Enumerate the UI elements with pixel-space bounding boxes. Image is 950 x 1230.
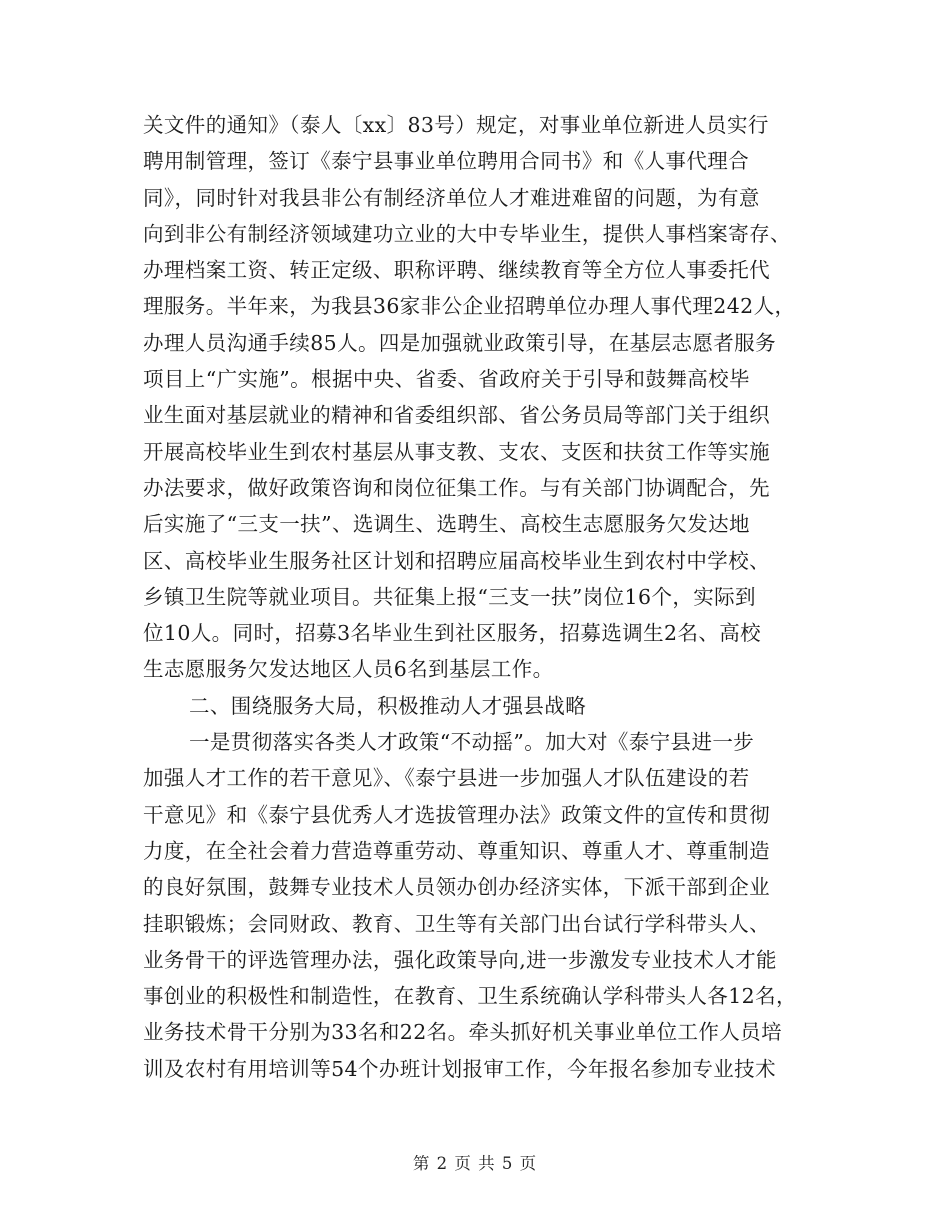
text-line: 加强人才工作的若干意见》、《泰宁县进一步加强人才队伍建设的若 xyxy=(143,766,750,791)
text-line: 训及农村有用培训等54个办班计划报审工作，今年报名参加专业技术 xyxy=(143,1056,776,1081)
paragraph-first-line: 一是贯彻落实各类人才政策“不动摇”。加大对《泰宁县进一步 xyxy=(189,730,755,755)
text-line: 办理档案工资、转正定级、职称评聘、继续教育等全方位人事委托代 xyxy=(143,258,770,283)
document-body xyxy=(143,107,808,1087)
text-line: 位10人。同时，招募3名毕业生到社区服务，招募选调生2名、高校 xyxy=(143,621,762,646)
text-line: 理服务。半年来，为我县36家非公企业招聘单位办理人事代理242人， xyxy=(143,294,796,319)
text-line: 干意见》和《泰宁县优秀人才选拔管理办法》政策文件的宣传和贯彻 xyxy=(143,802,770,827)
text-line: 业务技术骨干分别为33名和22名。牵头抓好机关事业单位工作人员培 xyxy=(143,1020,782,1045)
text-line: 项目上“广实施”。根据中央、省委、省政府关于引导和鼓舞高校毕 xyxy=(143,367,750,392)
text-line: 的良好氛围，鼓舞专业技术人员领办创办经济实体，下派干部到企业 xyxy=(143,875,770,900)
text-line: 聘用制管理，签订《泰宁县事业单位聘用合同书》和《人事代理合 xyxy=(143,149,750,174)
text-line: 办理人员沟通手续85人。四是加强就业政策引导，在基层志愿者服务 xyxy=(143,330,776,355)
text-line: 事创业的积极性和制造性，在教育、卫生系统确认学科带头人各12名， xyxy=(143,984,797,1009)
text-line: 业生面对基层就业的精神和省委组织部、省公务员局等部门关于组织 xyxy=(143,403,770,428)
text-line: 乡镇卫生院等就业项目。共征集上报“三支一扶”岗位16个，实际到 xyxy=(143,584,756,609)
text-line: 向到非公有制经济领域建功立业的大中专毕业生，提供人事档案寄存、 xyxy=(143,221,791,246)
page-number-footer: 第 2 页 共 5 页 xyxy=(412,1154,538,1173)
text-line: 关文件的通知》（泰人〔xx〕83号）规定，对事业单位新进人员实行 xyxy=(143,113,769,137)
text-line: 挂职锻炼；会同财政、教育、卫生等有关部门出台试行学科带头人、 xyxy=(143,911,770,936)
text-line: 业务骨干的评选管理办法，强化政策导向,进一步激发专业技术人才能 xyxy=(143,947,777,972)
text-line: 后实施了“三支一扶”、选调生、选聘生、高校生志愿服务欠发达地 xyxy=(143,512,750,537)
text-line: 开展高校毕业生到农村基层从事支教、支农、支医和扶贫工作等实施 xyxy=(143,439,770,464)
text-line: 生志愿服务欠发达地区人员6名到基层工作。 xyxy=(143,657,554,682)
text-line: 办法要求，做好政策咨询和岗位征集工作。与有关部门协调配合，先 xyxy=(143,475,770,500)
text-line: 同》，同时针对我县非公有制经济单位人才难进难留的问题，为有意 xyxy=(143,185,760,210)
text-line: 区、高校毕业生服务社区计划和招聘应届高校毕业生到农村中学校、 xyxy=(143,548,770,573)
section-heading: 二、围绕服务大局，积极推动人才强县战略 xyxy=(189,693,587,718)
text-line: 力度，在全社会着力营造尊重劳动、尊重知识、尊重人才、尊重制造 xyxy=(143,838,770,863)
